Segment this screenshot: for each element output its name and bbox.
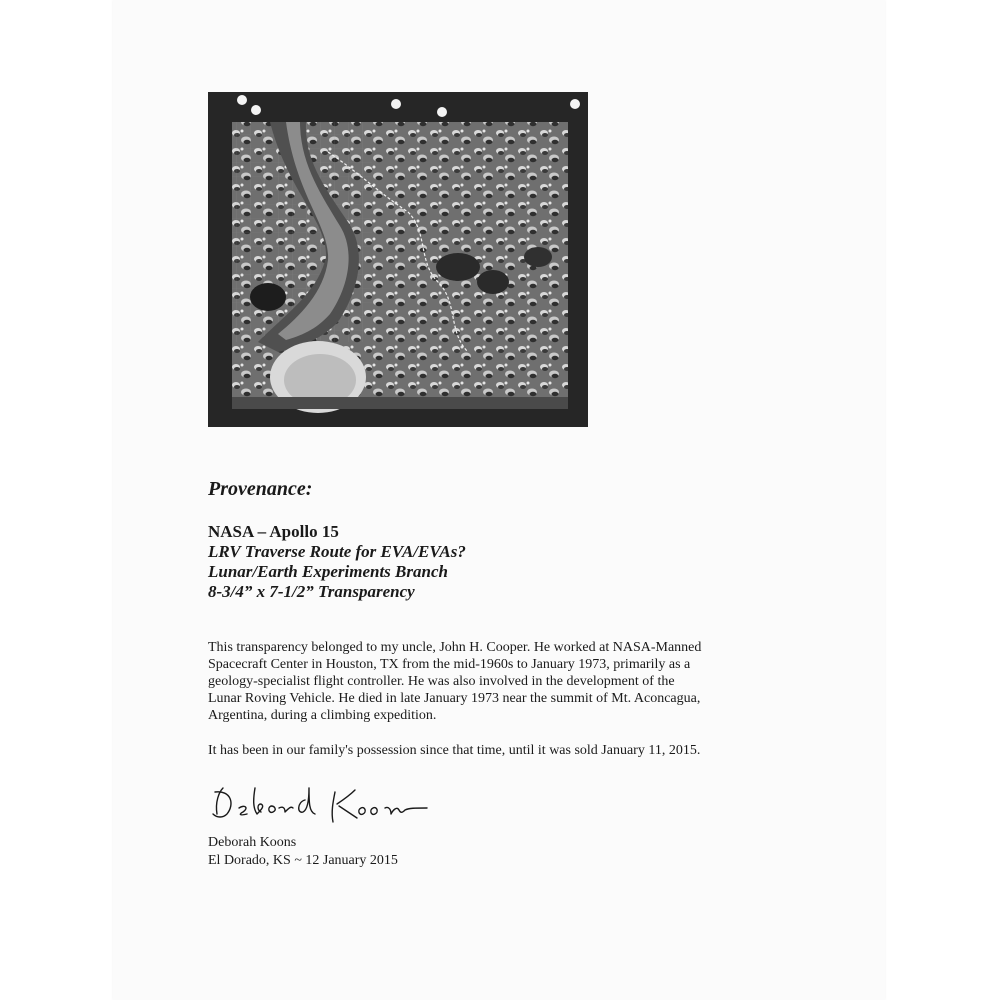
provenance-heading: Provenance: <box>208 478 313 500</box>
item-branch: Lunar/Earth Experiments Branch <box>208 562 448 581</box>
signer-name: Deborah Koons <box>208 835 297 850</box>
signer-block <box>208 834 398 870</box>
lunar-surface-image <box>208 92 588 427</box>
item-description <box>208 522 466 602</box>
item-title: LRV Traverse Route for EVA/EVAs? <box>208 542 466 561</box>
paragraph-line: geology-specialist flight controller. He was also involved in the development of the <box>208 674 675 689</box>
handwritten-signature <box>205 778 435 839</box>
item-format: 8-3/4” x 7-1/2” Transparency <box>208 582 415 601</box>
possession-paragraph <box>208 742 748 759</box>
lunar-transparency-photo <box>208 92 588 427</box>
item-program: NASA – Apollo 15 <box>208 522 339 541</box>
paragraph-line: It has been in our family's possession since that time, until it was sold January 11, 2015. <box>208 743 701 758</box>
paragraph-line: Argentina, during a climbing expedition. <box>208 708 437 723</box>
signature-drawing <box>205 778 435 834</box>
paragraph-line: Spacecraft Center in Houston, TX from the mid-1960s to January 1973, primarily as a <box>208 657 691 672</box>
paragraph-line: Lunar Roving Vehicle. He died in late January 1973 near the summit of Mt. Aconcagua, <box>208 691 701 706</box>
paragraph-line: This transparency belonged to my uncle, John H. Cooper. He worked at NASA-Manned <box>208 640 702 655</box>
provenance-paragraph <box>208 639 748 724</box>
signer-location-date: El Dorado, KS ~ 12 January 2015 <box>208 853 398 868</box>
